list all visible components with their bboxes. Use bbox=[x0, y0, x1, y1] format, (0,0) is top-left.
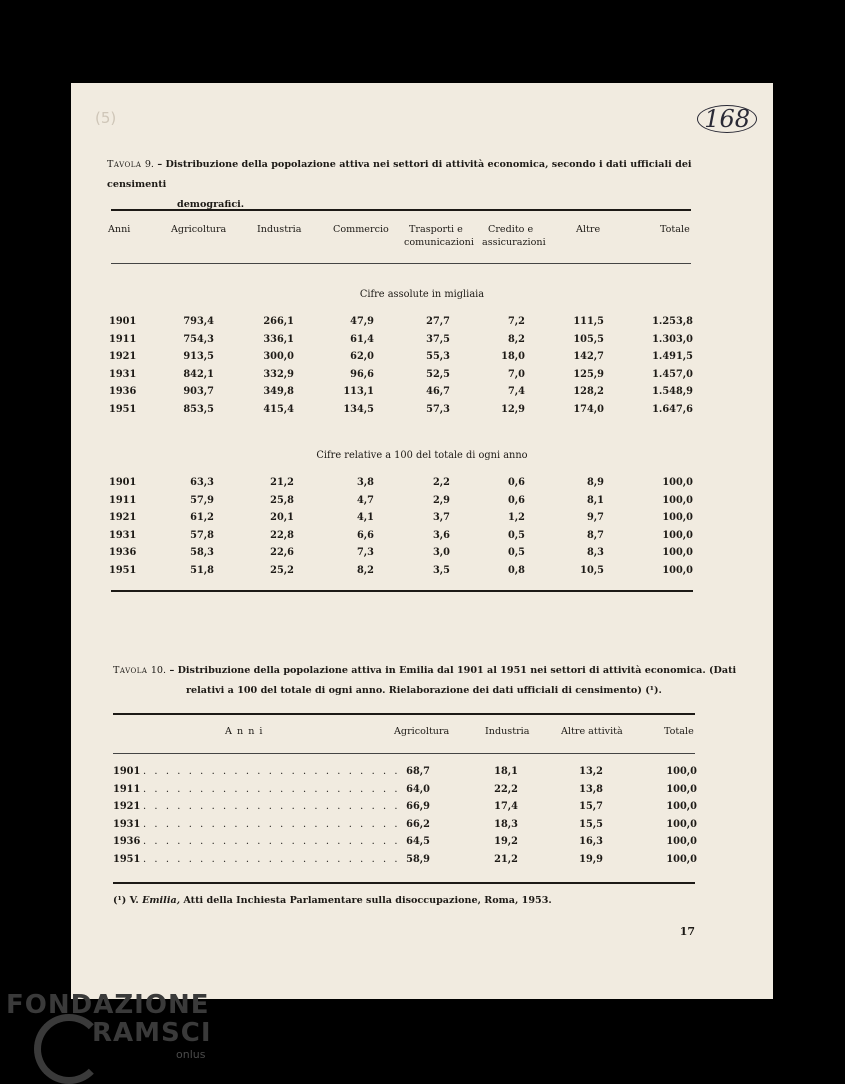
value-cell: 100,0 bbox=[666, 818, 697, 830]
value-cell: 4,1 bbox=[356, 512, 374, 523]
fondazione-gramsci-logo bbox=[6, 990, 226, 1070]
value-cell: 100,0 bbox=[666, 853, 697, 865]
year-cell: 1936 bbox=[109, 386, 137, 397]
table-row bbox=[71, 334, 773, 352]
value-cell: 3,6 bbox=[432, 529, 450, 541]
value-cell: 46,7 bbox=[426, 386, 450, 397]
value-cell: 68,7 bbox=[406, 766, 430, 777]
year-cell: 1901 bbox=[109, 316, 137, 327]
value-cell: 174,0 bbox=[573, 403, 604, 415]
table9-section2-title: Cifre relative a 100 del totale di ogni anno bbox=[316, 450, 528, 461]
value-cell: 52,5 bbox=[426, 368, 450, 380]
value-cell: 7,4 bbox=[507, 386, 525, 397]
value-cell: 64,5 bbox=[406, 836, 430, 847]
value-cell: 12,9 bbox=[501, 403, 525, 415]
value-cell: 3,5 bbox=[432, 564, 450, 576]
value-cell: 100,0 bbox=[666, 766, 697, 777]
leader-dots: . . . . . . . . . . . . . . . . . . . . . . . bbox=[143, 801, 401, 812]
header-anni: A n n i bbox=[225, 726, 264, 737]
value-cell: 3,8 bbox=[356, 477, 374, 488]
header-altre-attivita: Altre attività bbox=[561, 726, 623, 737]
pencil-mark: (5) bbox=[95, 109, 117, 127]
value-cell: 7,3 bbox=[356, 547, 374, 558]
value-cell: 10,5 bbox=[580, 564, 604, 576]
value-cell: 13,2 bbox=[579, 766, 603, 777]
value-cell: 1.491,5 bbox=[652, 351, 693, 362]
leader-dots: . . . . . . . . . . . . . . . . . . . . . . . bbox=[143, 818, 401, 830]
value-cell: 57,3 bbox=[426, 403, 450, 415]
value-cell: 22,2 bbox=[494, 783, 518, 795]
value-cell: 332,9 bbox=[263, 368, 294, 380]
table-row bbox=[71, 495, 773, 513]
value-cell: 4,7 bbox=[356, 494, 374, 506]
header-trasporti: Trasporti e bbox=[409, 224, 463, 235]
value-cell: 142,7 bbox=[573, 351, 604, 362]
page-number: 17 bbox=[679, 925, 695, 938]
value-cell: 21,2 bbox=[494, 853, 518, 865]
value-cell: 100,0 bbox=[662, 512, 693, 523]
header-totale: Totale bbox=[660, 224, 690, 235]
value-cell: 100,0 bbox=[666, 783, 697, 795]
header-totale: Totale bbox=[664, 726, 694, 737]
value-cell: 15,5 bbox=[579, 818, 603, 830]
table-row bbox=[71, 530, 773, 548]
table-row bbox=[71, 477, 773, 495]
value-cell: 8,3 bbox=[586, 547, 604, 558]
table9-bottom-rule bbox=[111, 590, 693, 592]
value-cell: 3,7 bbox=[432, 512, 450, 523]
table-row bbox=[71, 819, 773, 837]
value-cell: 61,4 bbox=[350, 333, 374, 345]
logo-line3: onlus bbox=[176, 1048, 206, 1061]
value-cell: 853,5 bbox=[183, 403, 214, 415]
value-cell: 0,5 bbox=[507, 529, 525, 541]
value-cell: 7,0 bbox=[507, 368, 525, 380]
value-cell: 27,7 bbox=[426, 316, 450, 327]
year-cell: 1901 bbox=[109, 477, 137, 488]
value-cell: 8,1 bbox=[586, 494, 604, 506]
value-cell: 8,2 bbox=[356, 564, 374, 576]
table-row bbox=[71, 369, 773, 387]
table-row bbox=[71, 784, 773, 802]
value-cell: 1,2 bbox=[507, 512, 525, 523]
value-cell: 100,0 bbox=[662, 547, 693, 558]
table-row bbox=[71, 547, 773, 565]
value-cell: 100,0 bbox=[662, 529, 693, 541]
value-cell: 20,1 bbox=[270, 512, 294, 523]
value-cell: 266,1 bbox=[263, 316, 294, 327]
value-cell: 13,8 bbox=[579, 783, 603, 795]
table-row bbox=[71, 801, 773, 819]
value-cell: 125,9 bbox=[573, 368, 604, 380]
value-cell: 349,8 bbox=[263, 386, 294, 397]
value-cell: 19,9 bbox=[579, 853, 603, 865]
year-cell: 1921 bbox=[109, 351, 137, 362]
value-cell: 8,9 bbox=[586, 477, 604, 488]
header-industria: Industria bbox=[257, 224, 302, 235]
table-row bbox=[71, 565, 773, 583]
table9-section1-title: Cifre assolute in migliaia bbox=[359, 289, 485, 300]
value-cell: 66,2 bbox=[406, 818, 430, 830]
value-cell: 61,2 bbox=[190, 512, 214, 523]
value-cell: 336,1 bbox=[263, 333, 294, 345]
value-cell: 842,1 bbox=[183, 368, 214, 380]
year-cell: 1936 bbox=[113, 836, 141, 847]
value-cell: 7,2 bbox=[507, 316, 525, 327]
table9-top-rule bbox=[111, 209, 691, 211]
value-cell: 0,5 bbox=[507, 547, 525, 558]
header-altre: Altre bbox=[576, 224, 601, 235]
value-cell: 64,0 bbox=[406, 783, 430, 795]
table-row bbox=[71, 836, 773, 854]
leader-dots: . . . . . . . . . . . . . . . . . . . . . . . bbox=[143, 766, 401, 777]
value-cell: 62,0 bbox=[350, 351, 374, 362]
value-cell: 17,4 bbox=[494, 801, 518, 812]
value-cell: 18,0 bbox=[501, 351, 525, 362]
value-cell: 66,9 bbox=[406, 801, 430, 812]
header-industria: Industria bbox=[485, 726, 530, 737]
value-cell: 415,4 bbox=[263, 403, 294, 415]
value-cell: 16,3 bbox=[579, 836, 603, 847]
year-cell: 1936 bbox=[109, 547, 137, 558]
value-cell: 3,0 bbox=[432, 547, 450, 558]
value-cell: 8,2 bbox=[507, 333, 525, 345]
value-cell: 22,6 bbox=[270, 547, 294, 558]
document-page bbox=[71, 83, 773, 999]
value-cell: 2,2 bbox=[432, 477, 450, 488]
value-cell: 1.647,6 bbox=[652, 403, 693, 415]
value-cell: 100,0 bbox=[662, 477, 693, 488]
value-cell: 37,5 bbox=[426, 333, 450, 345]
year-cell: 1911 bbox=[109, 333, 137, 345]
value-cell: 55,3 bbox=[426, 351, 450, 362]
value-cell: 100,0 bbox=[662, 564, 693, 576]
leader-dots: . . . . . . . . . . . . . . . . . . . . . . . bbox=[143, 836, 401, 847]
value-cell: 58,9 bbox=[406, 853, 430, 865]
value-cell: 793,4 bbox=[183, 316, 214, 327]
value-cell: 25,8 bbox=[270, 494, 294, 506]
year-cell: 1931 bbox=[109, 368, 137, 380]
table-row bbox=[71, 854, 773, 872]
value-cell: 57,8 bbox=[190, 529, 214, 541]
value-cell: 100,0 bbox=[666, 801, 697, 812]
leader-dots: . . . . . . . . . . . . . . . . . . . . . . . bbox=[143, 783, 401, 795]
year-cell: 1921 bbox=[109, 512, 137, 523]
value-cell: 100,0 bbox=[666, 836, 697, 847]
value-cell: 18,3 bbox=[494, 818, 518, 830]
header-commercio: Commercio bbox=[333, 224, 389, 235]
table-row bbox=[71, 316, 773, 334]
table10-header-rule bbox=[113, 753, 695, 754]
value-cell: 1.253,8 bbox=[652, 316, 693, 327]
year-cell: 1951 bbox=[109, 403, 137, 415]
header-agricoltura: Agricoltura bbox=[171, 224, 227, 235]
value-cell: 1.457,0 bbox=[652, 368, 693, 380]
year-cell: 1911 bbox=[109, 494, 137, 506]
value-cell: 100,0 bbox=[662, 494, 693, 506]
value-cell: 1.303,0 bbox=[652, 333, 693, 345]
value-cell: 15,7 bbox=[579, 801, 603, 812]
year-cell: 1931 bbox=[109, 529, 137, 541]
value-cell: 18,1 bbox=[494, 766, 518, 777]
value-cell: 51,8 bbox=[190, 564, 214, 576]
value-cell: 8,7 bbox=[586, 529, 604, 541]
header-assicurazioni: assicurazioni bbox=[482, 237, 546, 248]
leader-dots: . . . . . . . . . . . . . . . . . . . . . . . bbox=[143, 853, 401, 865]
value-cell: 21,2 bbox=[270, 477, 294, 488]
value-cell: 57,9 bbox=[190, 494, 214, 506]
value-cell: 47,9 bbox=[350, 316, 374, 327]
table10-top-rule bbox=[113, 713, 695, 715]
value-cell: 913,5 bbox=[183, 351, 214, 362]
value-cell: 19,2 bbox=[494, 836, 518, 847]
year-cell: 1921 bbox=[113, 801, 141, 812]
table9-caption: Tavola 9. – Distribuzione della popolazione attiva nei settori di attività economica, secondo i dati ufficiali dei censimenti demografici. bbox=[107, 159, 692, 210]
value-cell: 22,8 bbox=[270, 529, 294, 541]
value-cell: 300,0 bbox=[263, 351, 294, 362]
value-cell: 25,2 bbox=[270, 564, 294, 576]
table-row bbox=[71, 512, 773, 530]
logo-line2: RAMSCI bbox=[92, 1018, 212, 1048]
table-row bbox=[71, 766, 773, 784]
value-cell: 105,5 bbox=[573, 333, 604, 345]
value-cell: 128,2 bbox=[573, 386, 604, 397]
logo-line1: FONDAZIONE bbox=[6, 990, 210, 1020]
value-cell: 63,3 bbox=[190, 477, 214, 488]
table-row bbox=[71, 351, 773, 369]
value-cell: 58,3 bbox=[190, 547, 214, 558]
table-row bbox=[71, 404, 773, 422]
value-cell: 9,7 bbox=[586, 512, 604, 523]
table10-bottom-rule bbox=[113, 882, 695, 884]
value-cell: 1.548,9 bbox=[652, 386, 693, 397]
year-cell: 1951 bbox=[113, 853, 141, 865]
value-cell: 96,6 bbox=[350, 368, 374, 380]
year-cell: 1901 bbox=[113, 766, 141, 777]
year-cell: 1911 bbox=[113, 783, 141, 795]
footnote: (¹) V. Emilia, Atti della Inchiesta Parlamentare sulla disoccupazione, Roma, 1953. bbox=[113, 895, 552, 906]
value-cell: 134,5 bbox=[343, 403, 374, 415]
value-cell: 0,6 bbox=[507, 494, 525, 506]
header-credito: Credito e bbox=[488, 224, 534, 235]
value-cell: 6,6 bbox=[356, 529, 374, 541]
year-cell: 1951 bbox=[109, 564, 137, 576]
year-cell: 1931 bbox=[113, 818, 141, 830]
value-cell: 113,1 bbox=[343, 386, 374, 397]
table9-header-rule bbox=[111, 263, 691, 264]
header-anni: Anni bbox=[108, 224, 131, 235]
header-agricoltura: Agricoltura bbox=[394, 726, 450, 737]
value-cell: 2,9 bbox=[432, 494, 450, 506]
handwritten-page-number: 168 bbox=[697, 105, 757, 133]
value-cell: 0,6 bbox=[507, 477, 525, 488]
table10-caption: Tavola 10. – Distribuzione della popolazione attiva in Emilia dal 1901 al 1951 nei settori di attività economica. (Dati relativi a 100 del totale di ogni anno. Rielaborazione dei dati ufficiali di censimento) (¹). bbox=[113, 665, 737, 696]
header-comunicazioni: comunicazioni bbox=[404, 237, 474, 248]
value-cell: 111,5 bbox=[573, 316, 604, 327]
table-row bbox=[71, 386, 773, 404]
value-cell: 0,8 bbox=[507, 564, 525, 576]
value-cell: 903,7 bbox=[183, 386, 214, 397]
value-cell: 754,3 bbox=[183, 333, 214, 345]
